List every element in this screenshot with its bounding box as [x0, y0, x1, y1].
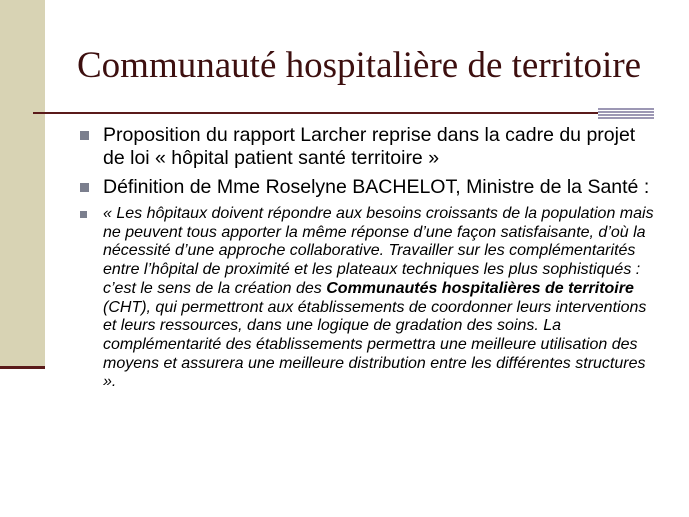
slide-content [80, 124, 660, 392]
quote-text-bold: Communautés hospitalières de territoire [326, 279, 634, 297]
square-bullet-icon [80, 183, 89, 192]
bullet-text: Définition de Mme Roselyne BACHELOT, Ministre de la Santé : [103, 176, 650, 198]
bullet-text: Proposition du rapport Larcher reprise dans la cadre du projet de loi « hôpital patient santé territoire » [103, 124, 636, 169]
bullet-item [80, 124, 660, 170]
title-divider-accent [598, 108, 654, 119]
quote-bullet-item [80, 205, 660, 392]
left-band-underline [0, 366, 45, 369]
bullet-item [80, 176, 660, 199]
quote-text-before: « Les hôpitaux doivent répondre aux besoins croissants de la population mais ne peuvent tous apporter la même réponse d’une façon satisfaisante, d’où la nécessité d’une approche collaborative. Travailler sur les complémentarités entre l’hôpital de proximité et les plateaux techniques les plus sophistiqués : c’est le sens de la création des [103, 205, 654, 297]
slide-title: Communauté hospitalière de territoire [77, 45, 642, 86]
square-bullet-icon [80, 131, 89, 140]
title-divider [33, 112, 598, 114]
square-bullet-icon [80, 211, 87, 218]
quote-text-after: (CHT), qui permettront aux établissements de coordonner leurs interventions et leurs ressources, dans une logique de gradation des soins. La complémentarité des établissements permettra une meilleure utilisation des moyens et assurera une meilleure distribution entre les différentes structures ». [103, 298, 647, 391]
left-decorative-band [0, 0, 45, 367]
